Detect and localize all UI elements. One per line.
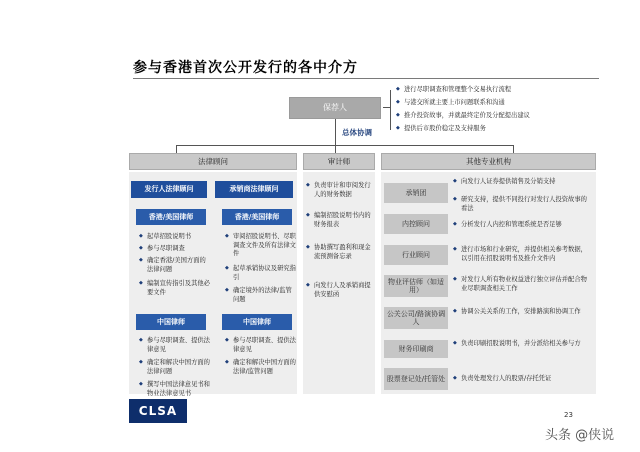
issuer-hk-bullet-2: ◆ 参与尽职调查 xyxy=(139,245,211,254)
syndicate-bullet-2: ◆ 研究支持，提供不同投行对发行人投资故事的看法 xyxy=(453,196,593,213)
underwriter-cn-bullet-2: ◆ 确定和解决中国方面的法律/监管问题 xyxy=(225,359,297,376)
issuer-cn-bullet-3: ◆ 撰写中国法律意见书和物业法律意见书 xyxy=(139,381,211,398)
issuer-cn-bullet-1: ◆ 参与尽职调查、提供法律意见 xyxy=(139,337,211,354)
property-bullet: ◆ 对发行人所有物业权益进行独立评估并配合物业尽职调查相关工作 xyxy=(453,276,593,293)
underwriter-counsel-box: 承销商法律顾问 xyxy=(215,181,293,198)
connector-vertical xyxy=(335,119,336,145)
sponsor-bullet-1: ◆ 进行尽职调查和管理整个交易执行流程 xyxy=(396,86,606,95)
sponsor-box: 保荐人 xyxy=(289,97,381,119)
underwriter-cn-lawyer-box: 中国律师 xyxy=(222,314,292,330)
issuer-hk-bullet-1: ◆ 起草招股说明书 xyxy=(139,233,211,242)
industry-consultant-box: 行业顾问 xyxy=(384,245,448,265)
connector-horizontal xyxy=(176,145,514,146)
pr-firm-box: 公关公司/路演协调人 xyxy=(384,307,448,329)
underwriter-cn-bullet-1: ◆ 参与尽职调查、提供法律意见 xyxy=(225,337,297,354)
clsa-logo: CLSA xyxy=(129,399,187,423)
issuer-hk-bullet-4: ◆ 编制宣传指引及其他必要文件 xyxy=(139,280,211,297)
property-valuer-box: 物业评估师（如适用） xyxy=(384,275,448,297)
auditor-bullet-4: ◆ 向发行人及承销商提供安慰函 xyxy=(306,282,374,299)
coordination-label: 总体协调 xyxy=(342,128,372,137)
financial-printer-box: 财务印刷商 xyxy=(384,340,448,358)
auditor-bullet-3: ◆ 协助撰写盈利和现金流预测备忘录 xyxy=(306,244,374,261)
internal-control-bullet: ◆ 分析发行人内控和管理系统是否足够 xyxy=(453,221,593,230)
underwriter-hk-bullet-2: ◆ 起草承销协议及研究指引 xyxy=(225,265,297,282)
issuer-hk-lawyer-box: 香港/美国律师 xyxy=(136,209,206,225)
underwriting-syndicate-box: 承销团 xyxy=(384,183,448,203)
issuer-cn-bullet-2: ◆ 确定和解决中国方面的法律问题 xyxy=(139,359,211,376)
industry-bullet: ◆ 进行市场和行业研究，并提供相关参考数据，以引用在招股说明书及推介文件内 xyxy=(453,246,593,263)
sponsor-bullet-4: ◆ 提供后市股价稳定及支持服务 xyxy=(396,125,606,134)
auditor-bullet-2: ◆ 编制招股说明书内的财务报表 xyxy=(306,212,374,229)
watermark-text: 头条 @侠说 xyxy=(545,428,615,443)
sponsor-bullet-3: ◆ 推介投资故事，并就最终定价及分配提出建议 xyxy=(396,112,606,121)
page-number: 23 xyxy=(564,411,573,419)
connector-legal xyxy=(176,145,177,153)
connector-auditor xyxy=(335,145,336,153)
auditor-bullet-1: ◆ 负责审计和审阅发行人的财务数据 xyxy=(306,182,374,199)
sponsor-bullet-2: ◆ 与港交所就主要上市问题联系和沟通 xyxy=(396,99,606,108)
connector-other xyxy=(513,145,514,153)
auditor-header: 审计师 xyxy=(303,153,375,170)
internal-control-advisor-box: 内控顾问 xyxy=(384,214,448,234)
syndicate-bullet-1: ◆ 向发行人证券提供销售及分销支持 xyxy=(453,178,593,187)
pr-bullet: ◆ 协调公关关系的工作，安排路演和协调工作 xyxy=(453,308,593,317)
registrar-bullet: ◆ 负责处理发行人的股票/存托凭证 xyxy=(453,375,593,384)
underwriter-hk-bullet-1: ◆ 审阅招股说明书、尽职调查文件及所有法律文件 xyxy=(225,233,297,259)
issuer-cn-lawyer-box: 中国律师 xyxy=(136,314,206,330)
underwriter-hk-lawyer-box: 香港/美国律师 xyxy=(222,209,292,225)
underwriter-hk-bullet-3: ◆ 确定境外的法律/监管问题 xyxy=(225,287,297,304)
issuer-hk-bullet-3: ◆ 确定香港/美国方面的法律问题 xyxy=(139,257,211,274)
page-title: 参与香港首次公开发行的各中介方 xyxy=(133,60,358,76)
other-header: 其他专业机构 xyxy=(381,153,596,170)
sponsor-bracket xyxy=(390,90,391,130)
legal-header: 法律顾问 xyxy=(129,153,297,170)
title-underline xyxy=(133,78,599,79)
issuer-counsel-box: 发行人法律顾问 xyxy=(131,181,207,198)
share-registrar-box: 股票登记处/托管处 xyxy=(384,368,448,390)
printer-bullet: ◆ 负责印刷招股说明书，并分派给相关参与方 xyxy=(453,340,593,349)
